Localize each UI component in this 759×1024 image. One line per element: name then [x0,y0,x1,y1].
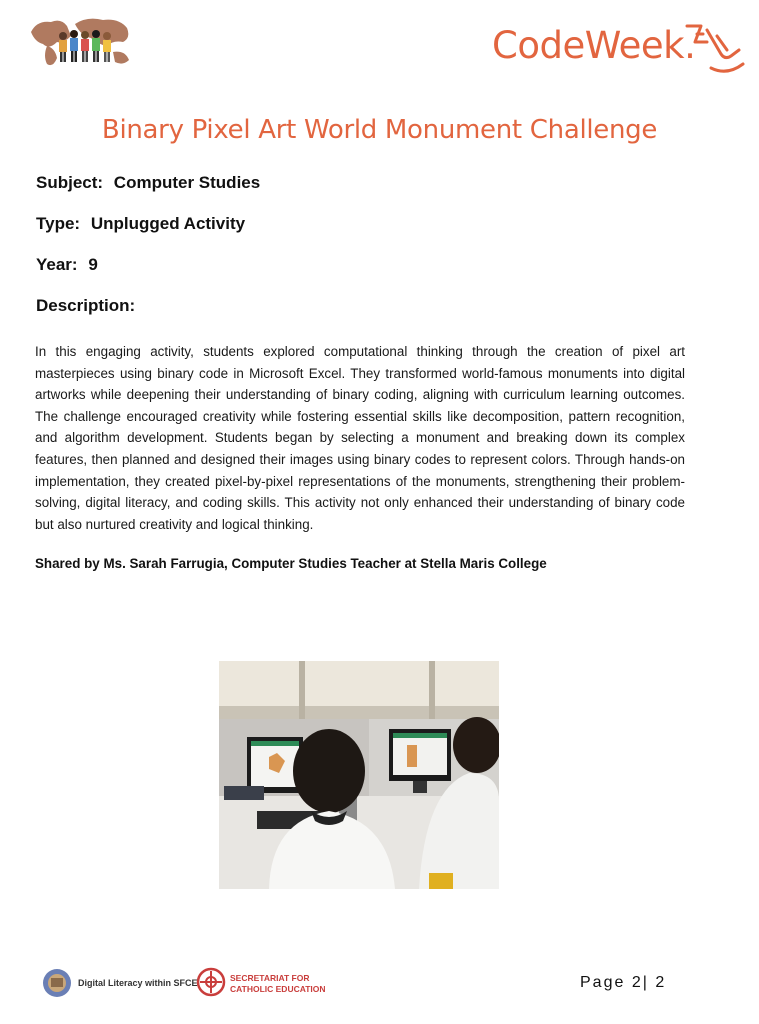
subject-line [36,173,260,193]
digital-literacy-label: Digital Literacy within SFCE [78,978,198,988]
digital-literacy-logo-icon [42,968,72,1003]
description-body: In this engaging activity, students explored computational thinking through the creation of pixel art masterpieces using binary code in Microsoft Excel. They transformed world-famous monuments into digital artworks while deepening their understanding of binary coding, aligning with curriculum learning outcomes. The challenge encouraged creativity while fostering essential skills like decomposition, pattern recognition, and algorithm development. Students began by selecting a monument and breaking down its complex features, then planned and designed their images using binary codes to represent colors. Through hands-on implementation, they created pixel-by-pixel representations of the monuments, strengthening their problem-solving, digital literacy, and coding skills. This activity not only enhanced their understanding of binary code but also nurtured creativity and logical thinking. [35,344,685,532]
type-label: Type: [36,214,81,233]
page-title: Binary Pixel Art World Monument Challenge [101,115,658,145]
codeweek-logo [492,20,752,76]
world-map-children-logo [27,14,135,74]
description-heading: Description: [36,296,136,315]
secretariat-logo-icon [196,967,226,1002]
subject-value: Computer Studies [113,173,261,192]
page-number: Page 2| 2 [580,974,667,991]
year-label: Year: [36,255,78,274]
secretariat-line2: CATHOLIC EDUCATION [230,984,326,994]
shared-by-credit: Shared by Ms. Sarah Farrugia, Computer Studies Teacher at Stella Maris College [35,556,547,571]
type-value: Unplugged Activity [90,214,246,233]
secretariat-label [230,973,330,995]
codeweek-brand-text: CodeWeek. [492,24,696,67]
secretariat-line1: SECRETARIAT FOR [230,973,310,983]
students-at-computers-photo [219,661,499,889]
codeweek-eu-mark-icon [677,20,749,81]
year-line [36,255,98,275]
year-value: 9 [88,255,98,274]
subject-label: Subject: [36,173,104,192]
type-line [36,214,245,234]
